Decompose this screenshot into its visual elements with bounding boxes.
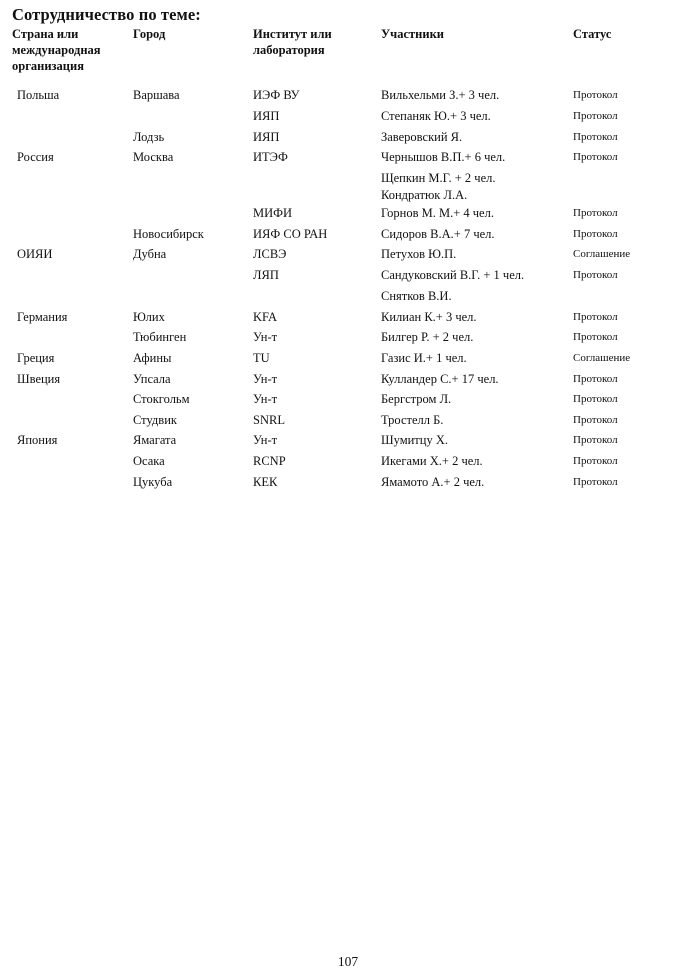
- cell-institute: МИФИ: [253, 206, 293, 220]
- cell-status: Протокол: [573, 269, 618, 281]
- cell-city: Москва: [133, 150, 174, 164]
- cell-participants: Горнов М. М.+ 4 чел.: [381, 206, 494, 220]
- cell-city: Стокгольм: [133, 392, 190, 406]
- cell-status: Протокол: [573, 151, 618, 163]
- cell-participants: Чернышов В.П.+ 6 чел.: [381, 150, 506, 164]
- cell-participants: Сидоров В.А.+ 7 чел.: [381, 227, 495, 241]
- cell-city: Ямагата: [133, 433, 177, 447]
- cell-institute: ЛЯП: [253, 268, 279, 282]
- cell-participants: Заверовский Я.: [381, 130, 463, 144]
- cell-country: Польша: [17, 88, 60, 102]
- header-country-line: организация: [12, 59, 84, 73]
- header-institute-line: лаборатория: [253, 43, 325, 57]
- cell-city: Осака: [133, 454, 165, 468]
- cell-institute: ЛСВЭ: [253, 247, 287, 261]
- page-title: Сотрудничество по теме:: [12, 5, 201, 24]
- cell-participants: Тростелл Б.: [381, 413, 444, 427]
- cell-institute: KFA: [253, 310, 278, 324]
- header-institute: [253, 26, 332, 58]
- cell-status: Протокол: [573, 207, 618, 219]
- cell-institute: КЕК: [253, 475, 278, 489]
- cell-city: Тюбинген: [133, 330, 187, 344]
- cell-participants: Сандуковский В.Г. + 1 чел.: [381, 268, 525, 282]
- cell-institute: ИТЭФ: [253, 150, 288, 164]
- cell-country: Япония: [17, 433, 58, 447]
- cell-participants: Петухов Ю.П.: [381, 247, 457, 261]
- cell-institute: Ун-т: [253, 372, 278, 386]
- cell-status: Протокол: [573, 110, 618, 122]
- cell-status: Протокол: [573, 131, 618, 143]
- cell-institute: Ун-т: [253, 433, 278, 447]
- cell-institute: RCNP: [253, 454, 286, 468]
- cell-city: Лодзь: [133, 130, 165, 144]
- cell-city: Дубна: [133, 247, 167, 261]
- header-participants: Участники: [381, 27, 444, 41]
- cell-institute: Ун-т: [253, 392, 278, 406]
- cell-status: Протокол: [573, 89, 618, 101]
- cell-participants: Ямамото А.+ 2 чел.: [381, 475, 485, 489]
- cell-city: Юлих: [133, 310, 165, 324]
- header-city: Город: [133, 27, 166, 41]
- cell-status: Протокол: [573, 455, 618, 467]
- cell-participants: Вильхельми З.+ 3 чел.: [381, 88, 500, 102]
- cell-participants: Степаняк Ю.+ 3 чел.: [381, 109, 491, 123]
- cell-institute: ИЯП: [253, 130, 280, 144]
- cell-city: Новосибирск: [133, 227, 204, 241]
- cell-institute: TU: [253, 351, 270, 365]
- cell-participants: Билгер Р. + 2 чел.: [381, 330, 474, 344]
- cell-status: Протокол: [573, 476, 618, 488]
- cell-institute: Ун-т: [253, 330, 278, 344]
- page-number: 107: [337, 954, 359, 969]
- cell-participants: Газис И.+ 1 чел.: [381, 351, 467, 365]
- cell-city: Цукуба: [133, 475, 173, 489]
- cell-status: Соглашение: [573, 248, 631, 260]
- cell-status: Протокол: [573, 434, 618, 446]
- header-institute-line: Институт или: [253, 27, 332, 41]
- cell-country: Германия: [17, 310, 68, 324]
- header-country-line: международная: [12, 43, 101, 57]
- cell-city: Афины: [133, 351, 172, 365]
- cell-participants: Бергстром Л.: [381, 392, 452, 406]
- cell-status: Протокол: [573, 373, 618, 385]
- cell-participants: Кулландер С.+ 17 чел.: [381, 372, 499, 386]
- cell-city: Студвик: [133, 413, 177, 427]
- cell-status: Соглашение: [573, 352, 631, 364]
- cell-city: Варшава: [133, 88, 180, 102]
- cell-participants: Икегами Х.+ 2 чел.: [381, 454, 483, 468]
- cell-participants: Щепкин М.Г. + 2 чел. Кондратюк Л.А.: [381, 171, 496, 202]
- cell-institute: ИЯФ СО РАН: [253, 227, 328, 241]
- cell-participants: Снятков В.И.: [381, 289, 452, 303]
- cell-status: Протокол: [573, 311, 618, 323]
- cell-institute: ИЭФ ВУ: [253, 88, 300, 102]
- cell-institute: ИЯП: [253, 109, 280, 123]
- header-country-line: Страна или: [12, 27, 79, 41]
- cell-status: Протокол: [573, 414, 618, 426]
- cell-status: Протокол: [573, 228, 618, 240]
- cell-country: Швеция: [17, 372, 61, 386]
- header-country: [12, 26, 101, 74]
- cell-participants: Шумитцу Х.: [381, 433, 448, 447]
- cell-status: Протокол: [573, 331, 618, 343]
- cell-status: Протокол: [573, 393, 618, 405]
- cell-country: Россия: [17, 150, 54, 164]
- cell-city: Упсала: [133, 372, 171, 386]
- cell-country: Греция: [17, 351, 55, 365]
- cell-participants: Килиан К.+ 3 чел.: [381, 310, 477, 324]
- cell-institute: SNRL: [253, 413, 285, 427]
- cell-country: ОИЯИ: [17, 247, 53, 261]
- header-status: Статус: [573, 27, 612, 41]
